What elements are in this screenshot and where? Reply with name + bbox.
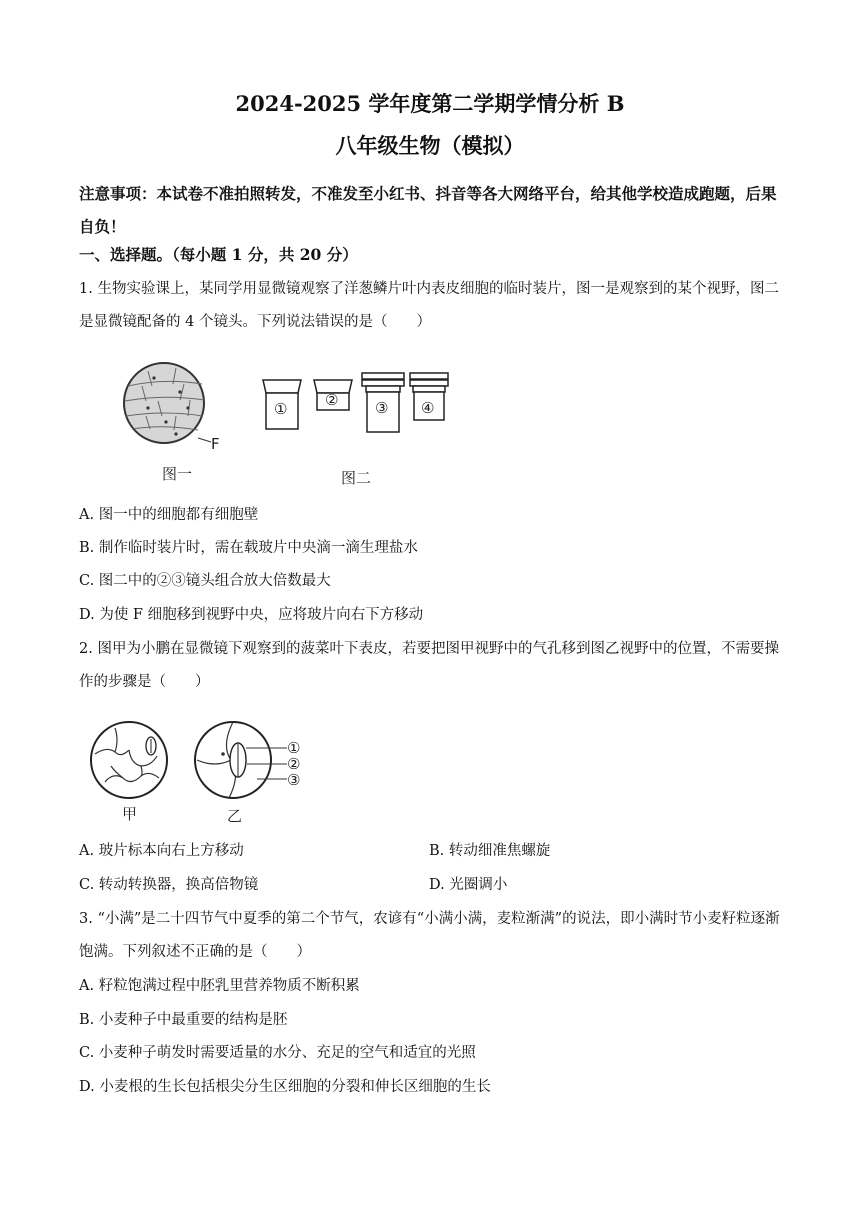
label-mark-1: ①	[287, 739, 301, 757]
question-1-option-d: D. 为使 F 细胞移到视野中央，应将玻片向右下方移动	[79, 607, 424, 623]
question-3-option-d: D. 小麦根的生长包括根尖分生区细胞的分裂和伸长区细胞的生长	[79, 1079, 491, 1095]
exam-title: 2024-2025 学年度第二学期学情分析 B	[235, 91, 625, 116]
question-3-option-c: C. 小麦种子萌发时需要适量的水分、充足的空气和适宜的光照	[79, 1045, 476, 1061]
question-1-stem: 1. 生物实验课上，某同学用显微镜观察了洋葱鳞片叶内表皮细胞的临时装片，图一是观察到的某个视野，图二是显微镜配备的 4 个镜头。下列说法错误的是（ ）	[79, 281, 779, 330]
label-mark-3: ③	[287, 771, 301, 789]
question-3-option-b: B. 小麦种子中最重要的结构是胚	[79, 1012, 288, 1028]
field-view-yi	[195, 722, 300, 825]
question-3-option-a: A. 籽粒饱满过程中胚乳里营养物质不断积累	[79, 978, 360, 994]
question-2-option-c: C. 转动转换器，换高倍物镜	[79, 877, 259, 893]
notice-text: 注意事项：本试卷不准拍照转发，不准发至小红书、抖音等各大网络平台，给其他学校造成跑题，后果自负！	[79, 184, 777, 236]
cell-f-marker: F	[211, 435, 220, 453]
figure-2-label: 图二	[341, 469, 372, 487]
microscope-field-view	[124, 363, 220, 483]
question-1-option-a: A. 图一中的细胞都有细胞壁	[79, 507, 259, 523]
section-heading: 一、选择题。（每小题 1 分，共 20 分）	[79, 245, 358, 264]
question-1-figure	[118, 356, 478, 491]
field-view-jia	[91, 722, 167, 823]
question-2-option-b: B. 转动细准焦螺旋	[429, 843, 551, 859]
question-1-option-c: C. 图二中的②③镜头组合放大倍数最大	[79, 573, 331, 589]
question-1-option-b: B. 制作临时装片时，需在载玻片中央滴一滴生理盐水	[79, 540, 418, 556]
question-3-stem: 3. “小满”是二十四节气中夏季的第二个节气，农谚有“小满小满，麦粒渐满”的说法，即小满时节小麦籽粒逐渐饱满。下列叙述不正确的是（ ）	[79, 911, 780, 960]
lens-4-mark: ④	[421, 399, 435, 417]
question-2-option-d: D. 光圈调小	[429, 877, 508, 893]
exam-subtitle: 八年级生物（模拟）	[335, 133, 525, 158]
lens-3-mark: ③	[375, 399, 389, 417]
question-2-stem: 2. 图甲为小鹏在显微镜下观察到的菠菜叶下表皮，若要把图甲视野中的气孔移到图乙视野中的位置，不需要操作的步骤是（ ）	[79, 641, 779, 690]
question-2-option-a: A. 玻片标本向右上方移动	[79, 843, 244, 859]
label-mark-2: ②	[287, 755, 301, 773]
figure-yi-label: 乙	[227, 807, 243, 825]
figure-jia-label: 甲	[122, 805, 138, 823]
lens-2-mark: ②	[325, 391, 339, 409]
question-2-figure	[85, 716, 325, 831]
figure-1-label: 图一	[162, 465, 193, 483]
lens-1-mark: ①	[274, 400, 288, 418]
